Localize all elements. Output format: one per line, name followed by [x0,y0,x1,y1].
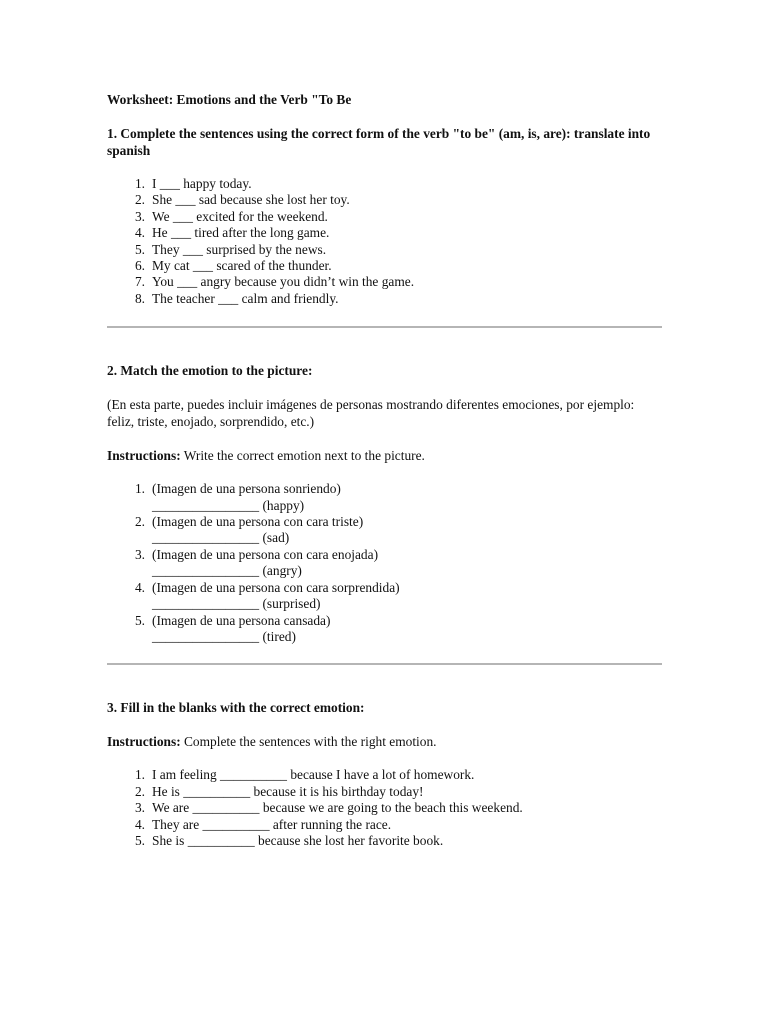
list-item [107,613,662,646]
item-number: 5. [134,612,145,628]
item-text: They ___ surprised by the news. [152,241,327,257]
section-3-instructions [107,733,662,750]
item-text: (Imagen de una persona con cara triste) [152,514,364,530]
list-item [107,209,662,225]
section-1-list [107,176,662,307]
list-item [107,192,662,208]
answer-blank: ________________ (angry) [152,563,302,579]
instructions-label: Instructions: [107,734,181,750]
item-text: He ___ tired after the long game. [152,225,330,241]
list-item [107,514,662,547]
spacer [107,464,662,481]
answer-blank: ________________ (surprised) [152,596,321,612]
item-text: I am feeling __________ because I have a lot of homework. [152,767,475,783]
item-number: 4. [134,579,145,595]
item-number: 3. [134,546,145,562]
list-item [107,274,662,290]
section-2-heading: 2. Match the emotion to the picture: [107,363,313,379]
item-number: 3. [134,208,145,224]
section-2-instructions [107,447,662,464]
spacer [107,430,662,447]
list-item [107,291,662,307]
section-3-heading: 3. Fill in the blanks with the correct emotion: [107,700,365,716]
item-text: He is __________ because it is his birthday today! [152,783,424,799]
item-text: We are __________ because we are going to the beach this weekend. [152,800,523,816]
spacer [107,750,662,767]
item-text: (Imagen de una persona sonriendo) [152,481,341,497]
item-text: (Imagen de una persona cansada) [152,612,331,628]
instructions-text: Complete the sentences with the right emotion. [180,734,437,750]
item-number: 5. [134,241,145,257]
list-item [107,817,662,833]
item-number: 4. [134,225,145,241]
section-2-list [107,481,662,645]
list-item [107,176,662,192]
item-text: You ___ angry because you didn’t win the game. [152,274,415,290]
answer-blank: ________________ (happy) [152,497,305,513]
instructions-label: Instructions: [107,448,181,464]
item-number: 1. [134,176,145,191]
item-number: 5. [134,832,145,848]
list-item [107,833,662,849]
item-number: 6. [134,258,145,274]
item-text: I ___ happy today. [152,176,252,191]
item-number: 4. [134,816,145,832]
item-number: 2. [134,192,145,208]
spacer [107,665,662,699]
list-item [107,242,662,258]
item-text: The teacher ___ calm and friendly. [152,290,339,306]
spacer [107,645,662,663]
section-3-list [107,767,662,849]
item-number: 1. [134,481,145,497]
item-text: She ___ sad because she lost her toy. [152,192,350,208]
answer-blank: ________________ (sad) [152,530,290,546]
spacer [107,716,662,733]
list-item [107,767,662,783]
list-item [107,580,662,613]
item-text: (Imagen de una persona con cara sorprendida) [152,579,400,595]
answer-blank: ________________ (tired) [152,628,296,644]
item-number: 2. [134,783,145,799]
list-item [107,481,662,514]
item-text: They are __________ after running the race. [152,816,392,832]
item-text: My cat ___ scared of the thunder. [152,258,332,274]
worksheet-page [107,91,662,849]
section-1-heading: 1. Complete the sentences using the correct form of the verb "to be" (am, is, are): translate into spanish [107,126,651,158]
item-text: (Imagen de una persona con cara enojada) [152,546,379,562]
list-item [107,225,662,241]
list-item [107,547,662,580]
item-number: 3. [134,800,145,816]
list-item [107,800,662,816]
instructions-text: Write the correct emotion next to the picture. [180,448,425,464]
list-item [107,784,662,800]
item-text: She is __________ because she lost her favorite book. [152,832,444,848]
spacer [107,159,662,176]
item-number: 7. [134,274,145,290]
item-number: 1. [134,767,145,783]
list-item [107,258,662,274]
spacer [107,109,662,125]
spacer [107,328,662,362]
worksheet-title: Worksheet: Emotions and the Verb "To Be [107,92,352,107]
spacer [107,379,662,396]
spacer [107,307,662,326]
item-number: 8. [134,290,145,306]
section-2-note: (En esta parte, puedes incluir imágenes de personas mostrando diferentes emociones, por ejemplo: feliz, triste, enojado, sorprendido, etc.) [107,397,635,430]
item-text: We ___ excited for the weekend. [152,208,328,224]
item-number: 2. [134,514,145,530]
